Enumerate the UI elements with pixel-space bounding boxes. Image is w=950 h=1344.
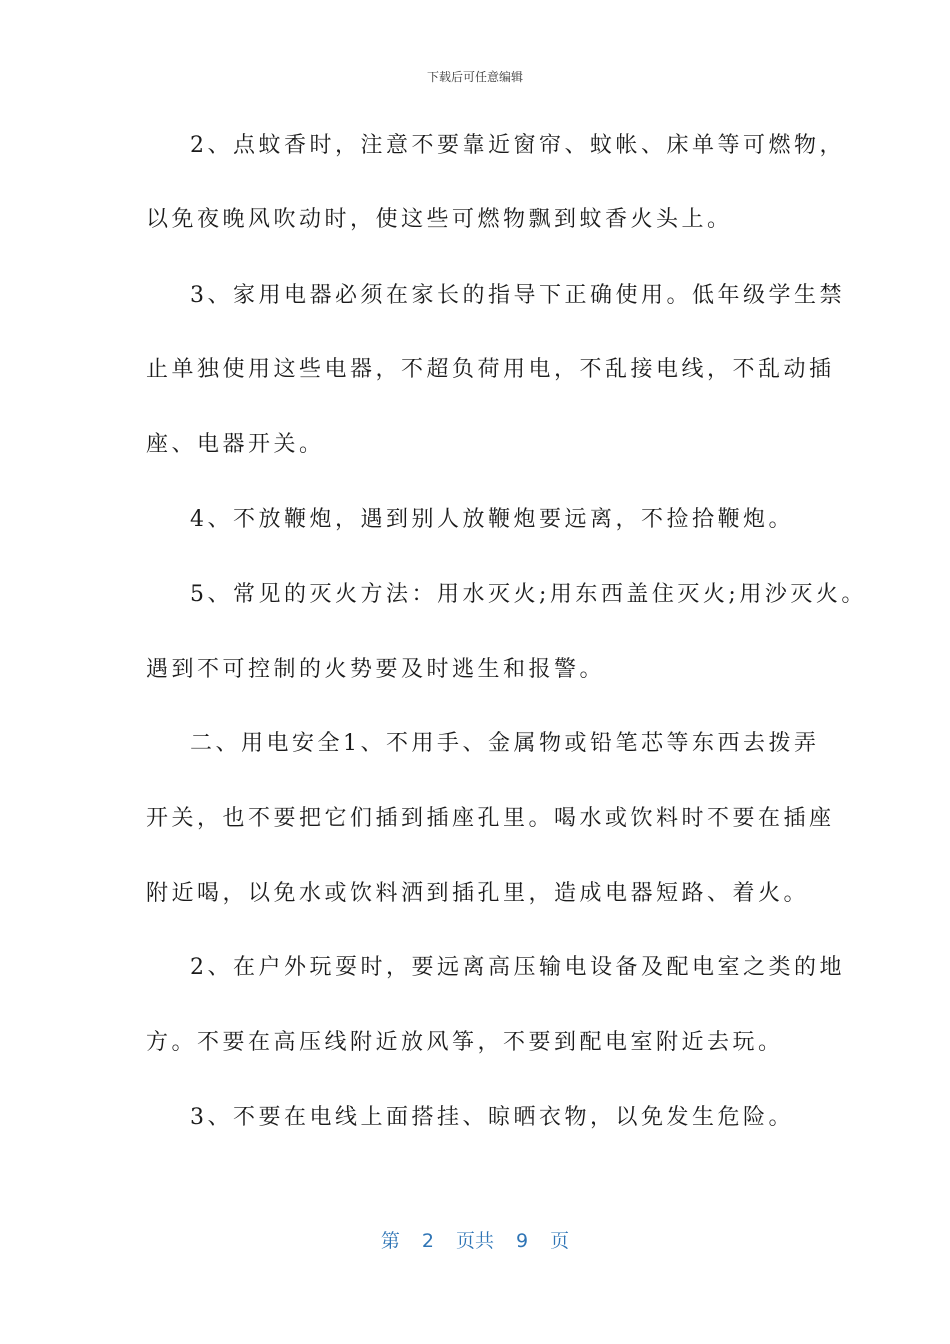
body-line: 遇到不可控制的火势要及时逃生和报警。	[146, 657, 606, 682]
footer-suffix: 页	[550, 1230, 570, 1252]
current-page-number: 2	[421, 1230, 434, 1252]
body-line: 2、在户外玩耍时，要远离高压输电设备及配电室之类的地	[190, 955, 845, 980]
body-line: 开关，也不要把它们插到插座孔里。喝水或饮料时不要在插座	[146, 806, 835, 831]
body-line: 5、常见的灭火方法：用水灭火;用东西盖住灭火;用沙灭火。	[190, 582, 867, 607]
body-line: 方。不要在高压线附近放风筝，不要到配电室附近去玩。	[146, 1030, 784, 1055]
body-line: 2、点蚊香时，注意不要靠近窗帘、蚊帐、床单等可燃物，	[190, 133, 845, 158]
body-line: 止单独使用这些电器，不超负荷用电，不乱接电线，不乱动插	[146, 357, 835, 382]
footer-prefix: 第	[380, 1230, 400, 1252]
page-footer	[0, 1226, 950, 1253]
body-line: 4、不放鞭炮，遇到别人放鞭炮要远离，不捡拾鞭炮。	[190, 507, 794, 532]
body-line: 以免夜晚风吹动时，使这些可燃物飘到蚊香火头上。	[146, 207, 733, 232]
body-line: 二、用电安全1、不用手、金属物或铅笔芯等东西去拨弄	[190, 731, 820, 756]
body-line: 附近喝，以免水或饮料洒到插孔里，造成电器短路、着火。	[146, 881, 810, 906]
page-header: 下载后可任意编辑	[426, 70, 523, 84]
footer-middle: 页共	[455, 1230, 494, 1252]
body-line: 3、不要在电线上面搭挂、晾晒衣物，以免发生危险。	[190, 1105, 794, 1130]
body-line: 3、家用电器必须在家长的指导下正确使用。低年级学生禁	[190, 283, 845, 308]
total-pages-number: 9	[516, 1230, 529, 1252]
body-line: 座、电器开关。	[146, 432, 325, 457]
